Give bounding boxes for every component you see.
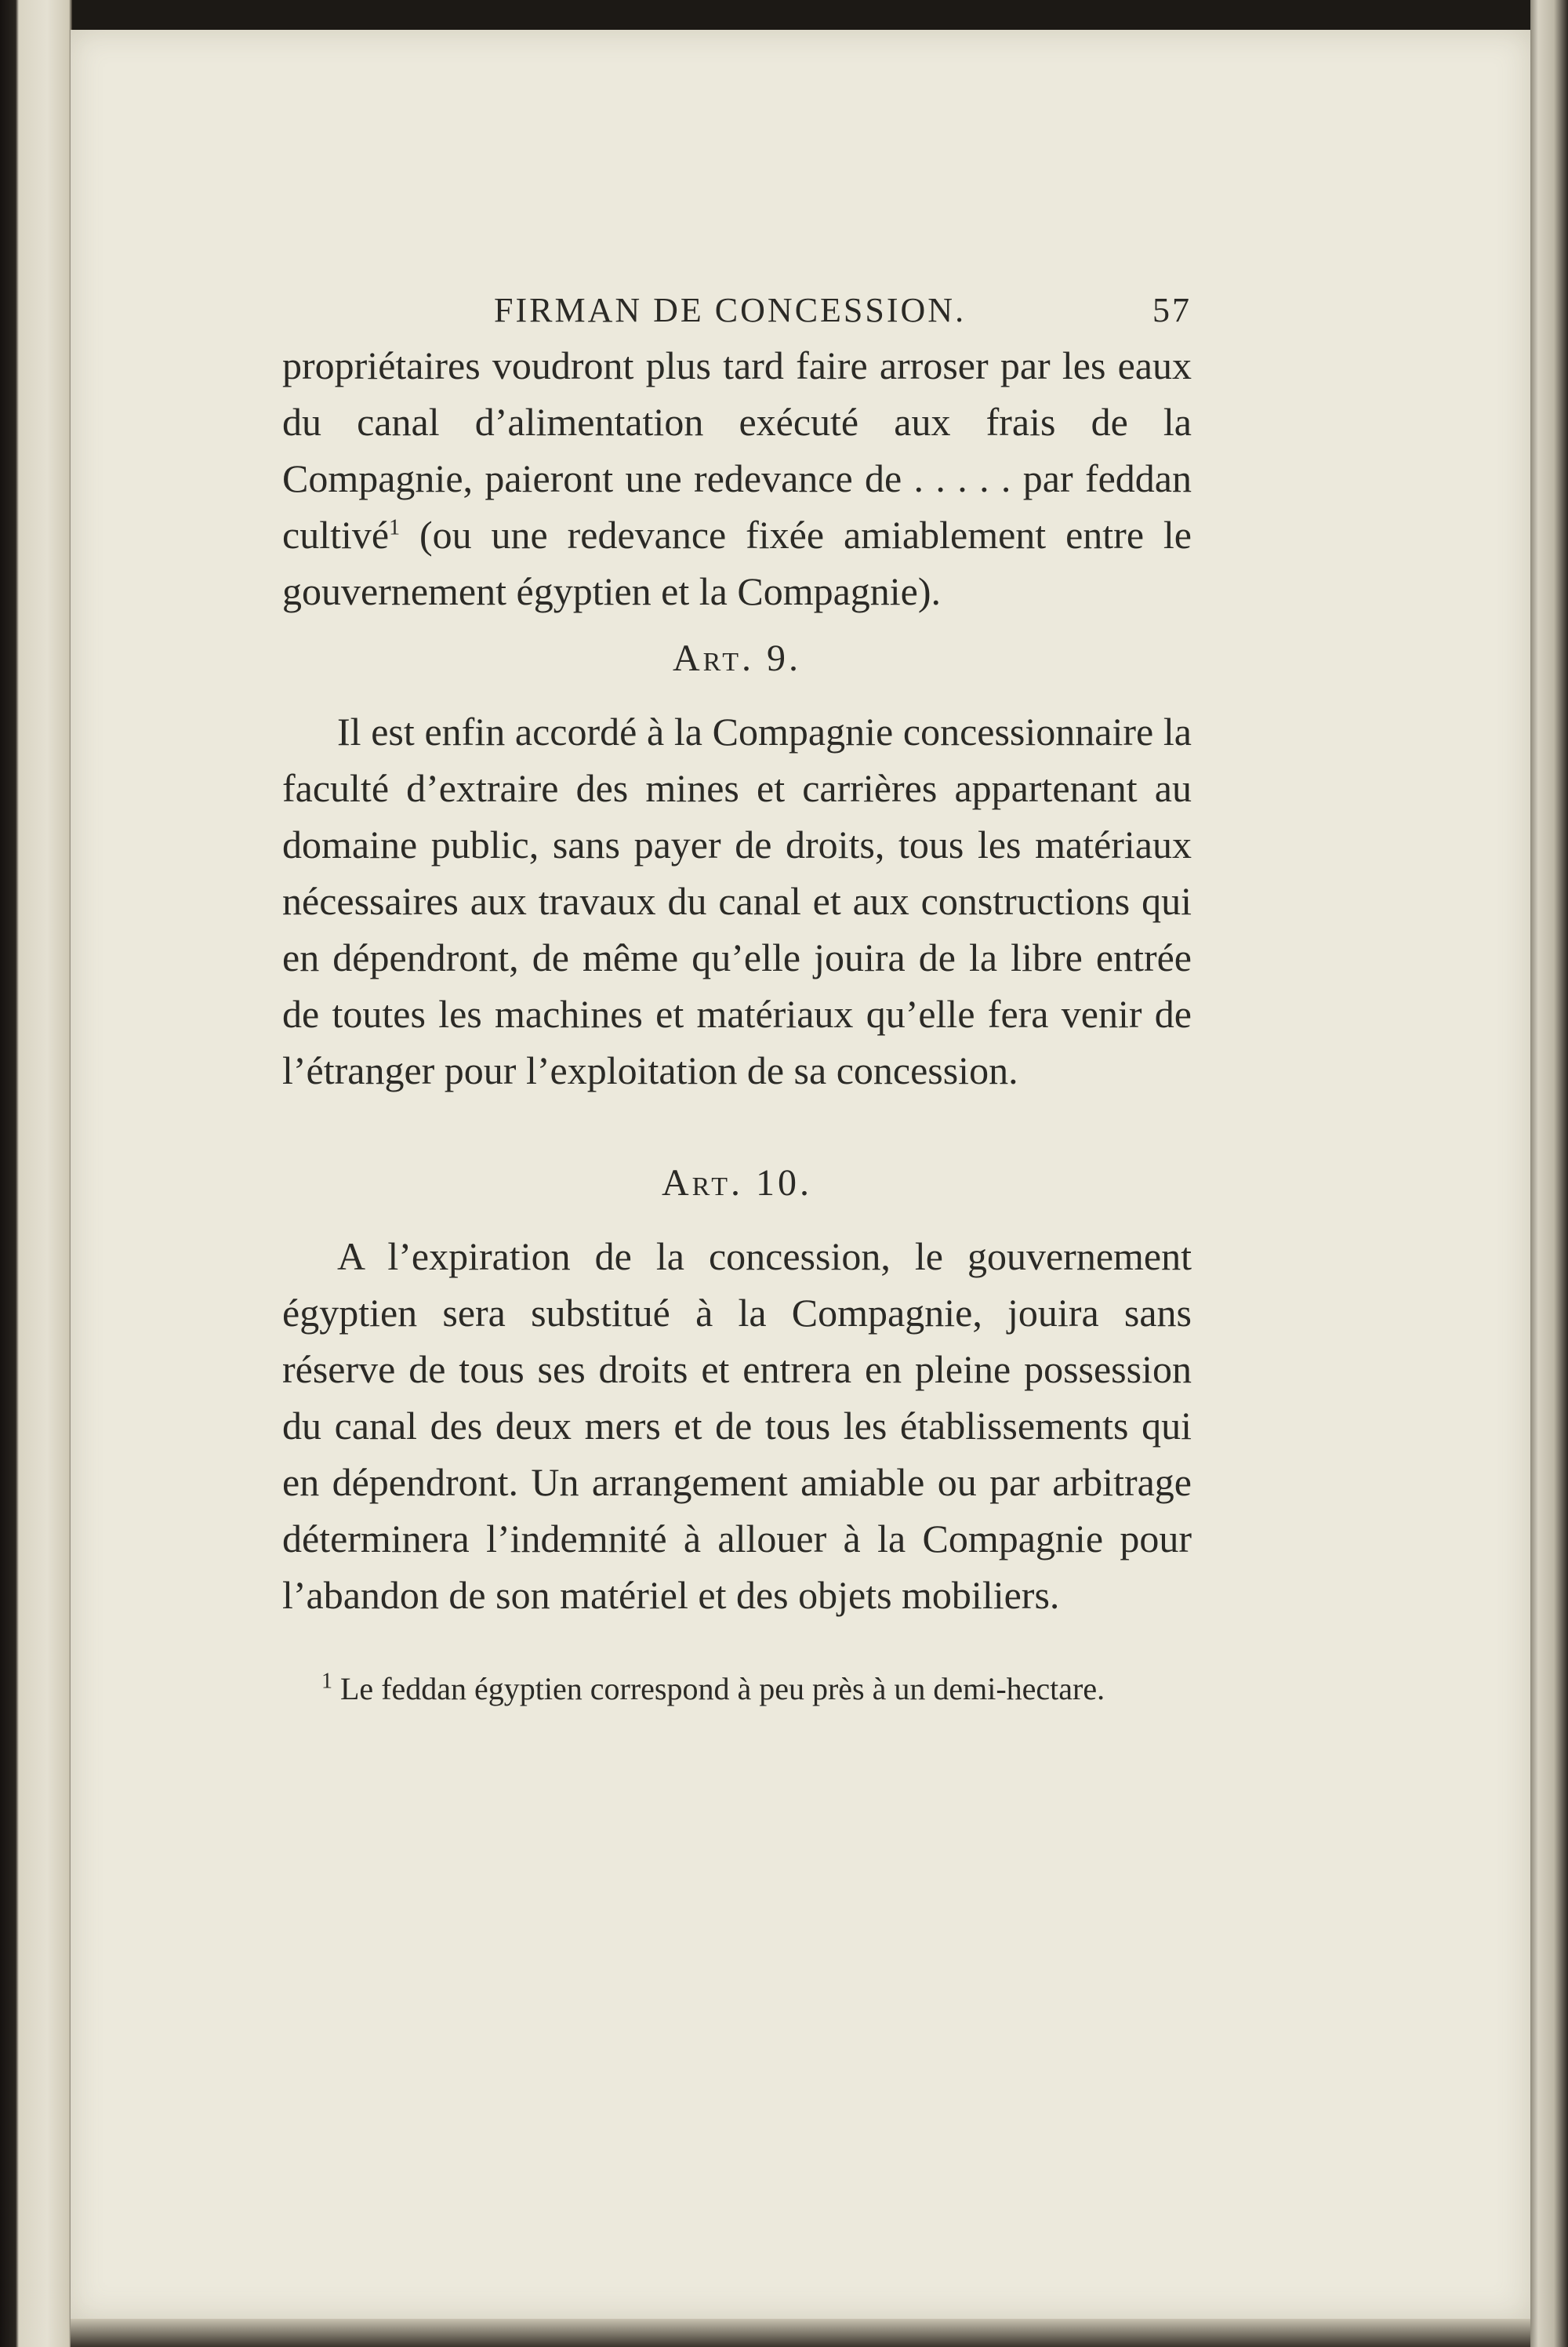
- footnote-reference: 1: [389, 515, 401, 540]
- article-10-text: A l’expiration de la concession, le gouvernement égyptien sera substitué à la Compagnie, jouira sans réserve de tous ses droits et entrera en pleine possession du canal des deux mers et de tous les établissements qui en dépendront. Un arrangement amiable ou par arbitrage déterminera l’indemnité à allouer à la Compagnie pour l’abandon de son matériel et des objets mobiliers.: [282, 1234, 1192, 1617]
- page-bottom-edge: [71, 2319, 1530, 2347]
- article-10-heading: Art. 10.: [661, 1162, 813, 1204]
- running-head-title: FIRMAN DE CONCESSION.: [494, 291, 967, 329]
- paragraph-continued-text: propriétaires voudront plus tard faire arroser par les eaux du canal d’alimentation exécuté aux frais de la Compagnie, paieront une redevance de . . . . . par feddan cultivé: [282, 343, 1192, 557]
- book-gutter: [0, 0, 72, 2347]
- text-block: [282, 282, 1192, 1711]
- article-9-text: Il est enfin accordé à la Compagnie concessionnaire la faculté d’extraire des mines et carrières appartenant au domaine public, sans payer de droits, tous les matériaux nécessaires aux travaux du canal et aux constructions qui en dépendront, de même qu’elle jouira de la libre entrée de toutes les machines et matériaux qu’elle fera venir de l’étranger pour l’exploitation de sa concession.: [282, 710, 1192, 1092]
- page-fore-edge: [1530, 0, 1568, 2347]
- footnote: [282, 1667, 1192, 1711]
- article-9-heading: Art. 9.: [672, 638, 802, 679]
- paragraph-continued: [282, 337, 1192, 619]
- paragraph-continued-tail: (ou une redevance fixée amiablement entre le gouvernement égyptien et la Compagnie).: [282, 513, 1192, 613]
- page-number: 57: [1152, 291, 1192, 329]
- footnote-text: Le feddan égyptien correspond à peu près à un demi-hectare.: [332, 1671, 1105, 1706]
- running-head: [282, 282, 1192, 337]
- footnote-marker: 1: [321, 1669, 332, 1694]
